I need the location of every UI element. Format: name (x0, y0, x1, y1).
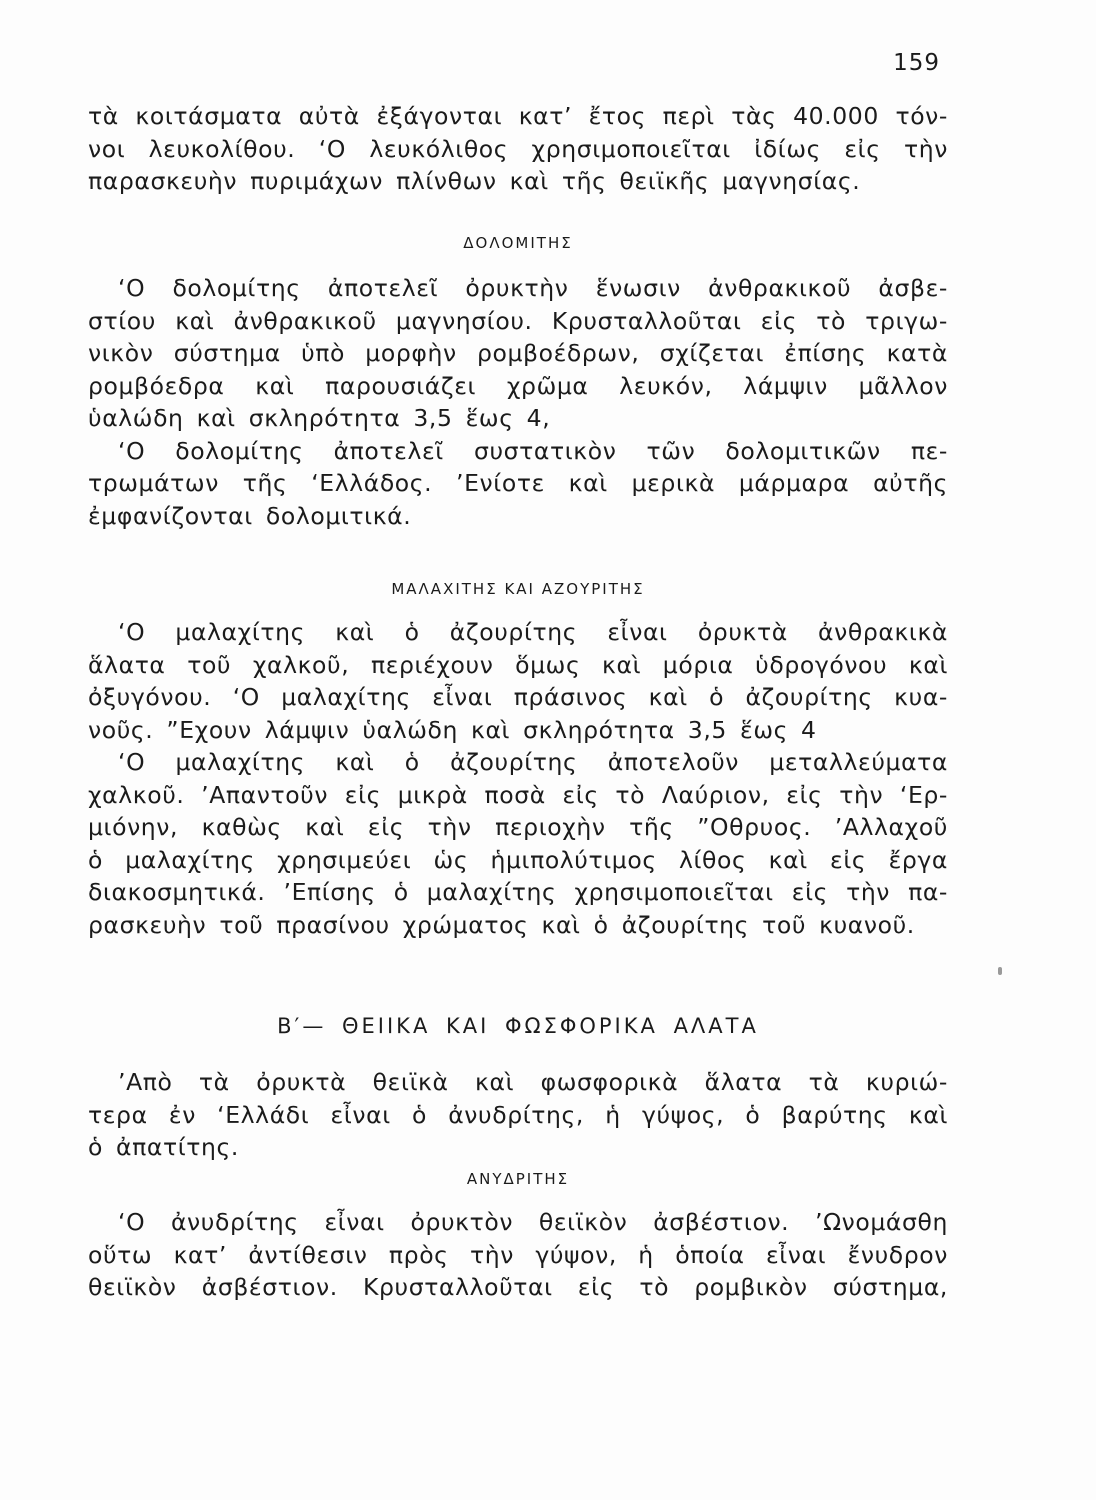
heading-anhydrite: ΑΝΥΔΡΙΤΗΣ (466, 1170, 570, 1188)
text-line: ρομβόεδρα καὶ παρουσιάζει χρῶμα λευκόν, λάμψιν μᾶλλον (88, 371, 948, 400)
text-line: μιόνην, καθὼς καὶ εἰς τὴν περιοχὴν τῆς ”Οθρυος. ’Αλλαχοῦ (88, 813, 948, 841)
text-line: παρασκευὴν πυριμάχων πλίνθων καὶ τῆς θειϊκῆς μαγνησίας. (88, 167, 861, 195)
text-line: ‘Ο δολομίτης ἀποτελεῖ ὀρυκτὴν ἕνωσιν ἀνθρακικοῦ ἀσβε- (118, 274, 948, 302)
text-line: θειϊκὸν ἀσβέστιον. Κρυσταλλοῦται εἰς τὸ ρομβικὸν σύστημα, (88, 1273, 948, 1301)
text-line: ὁ μαλαχίτης χρησιμεύει ὡς ἡμιπολύτιμος λίθος καὶ εἰς ἔργα (88, 845, 948, 874)
text-line: στίου καὶ ἀνθρακικοῦ μαγνησίου. Κρυσταλλοῦται εἰς τὸ τριγω- (88, 306, 948, 335)
malachite-section (88, 616, 948, 941)
text-line: νοῦς. ”Εχουν λάμψιν ὑαλώδη καὶ σκληρότητα 3,5 ἕως 4 (88, 715, 817, 744)
text-line: νοι λευκολίθου. ‘Ο λευκόλιθος χρησιμοποιεῖται ἰδίως εἰς τὴν (88, 134, 948, 163)
heading-dolomite: ΔΟΛΟΜΙΤΗΣ (463, 234, 573, 252)
text-line: ‘Ο μαλαχίτης καὶ ὁ ἀζουρίτης ἀποτελοῦν μεταλλεύματα (118, 748, 948, 776)
text-line: ἐμφανίζονται δολομιτικά. (88, 501, 412, 530)
section-b-intro (88, 1066, 948, 1164)
text-line: ’Απὸ τὰ ὀρυκτὰ θειϊκὰ καὶ φωσφορικὰ ἅλατα τὰ κυριώ- (118, 1068, 948, 1096)
text-line: ὑαλώδη καὶ σκληρότητα 3,5 ἕως 4, (88, 404, 551, 432)
text-line: διακοσμητικά. ’Επίσης ὁ μαλαχίτης χρησιμοποιεῖται εἰς τὴν πα- (88, 878, 948, 906)
page-number: 159 (893, 50, 940, 76)
text-line: ὁ ἀπατίτης. (88, 1133, 239, 1161)
dolomite-section (88, 272, 948, 532)
text-line: ‘Ο μαλαχίτης καὶ ὁ ἀζουρίτης εἶναι ὀρυκτὰ ἀνθρακικὰ (118, 618, 948, 646)
section-title-sulfate-phosphate: Β′— ΘΕΙΙΚΑ ΚΑΙ ΦΩΣΦΟΡΙΚΑ ΑΛΑΤΑ (277, 1014, 759, 1038)
text-line: τρωμάτων τῆς ‘Ελλάδος. ’Ενίοτε καὶ μερικὰ μάρμαρα αὐτῆς (88, 469, 948, 497)
text-line: τερα ἐν ‘Ελλάδι εἶναι ὁ ἀνυδρίτης, ἡ γύψος, ὁ βαρύτης καὶ (88, 1100, 948, 1129)
text-line: χαλκοῦ. ’Απαντοῦν εἰς μικρὰ ποσὰ εἰς τὸ Λαύριον, εἰς τὴν ‘Ερ- (88, 780, 948, 809)
heading-malachite-azurite: ΜΑΛΑΧΙΤΗΣ ΚΑΙ ΑΖΟΥΡΙΤΗΣ (391, 580, 645, 598)
text-line: ‘Ο δολομίτης ἀποτελεῖ συστατικὸν τῶν δολομιτικῶν πε- (118, 436, 948, 465)
text-line: νικὸν σύστημα ὑπὸ μορφὴν ρομβοέδρων, σχίζεται ἐπίσης κατὰ (88, 339, 948, 367)
anhydrite-section (88, 1206, 948, 1304)
scan-speck (998, 967, 1002, 975)
text-line: ρασκευὴν τοῦ πρασίνου χρώματος καὶ ὁ ἀζουρίτης τοῦ κυανοῦ. (88, 910, 915, 939)
intro-paragraph (88, 100, 948, 198)
text-line: ὀξυγόνου. ‘Ο μαλαχίτης εἶναι πράσινος καὶ ὁ ἀζουρίτης κυα- (88, 683, 948, 711)
text-line: οὕτω κατ’ ἀντίθεσιν πρὸς τὴν γύψον, ἡ ὁποία εἶναι ἔνυδρον (88, 1240, 948, 1269)
text-line: ἅλατα τοῦ χαλκοῦ, περιέχουν ὅμως καὶ μόρια ὑδρογόνου καὶ (88, 650, 948, 679)
text-line: τὰ κοιτάσματα αὐτὰ ἐξάγονται κατ’ ἔτος περὶ τὰς 40.000 τόν- (88, 102, 948, 130)
text-line: ‘Ο ἀνυδρίτης εἶναι ὀρυκτὸν θειϊκὸν ἀσβέστιον. ’Ωνομάσθη (118, 1208, 948, 1236)
